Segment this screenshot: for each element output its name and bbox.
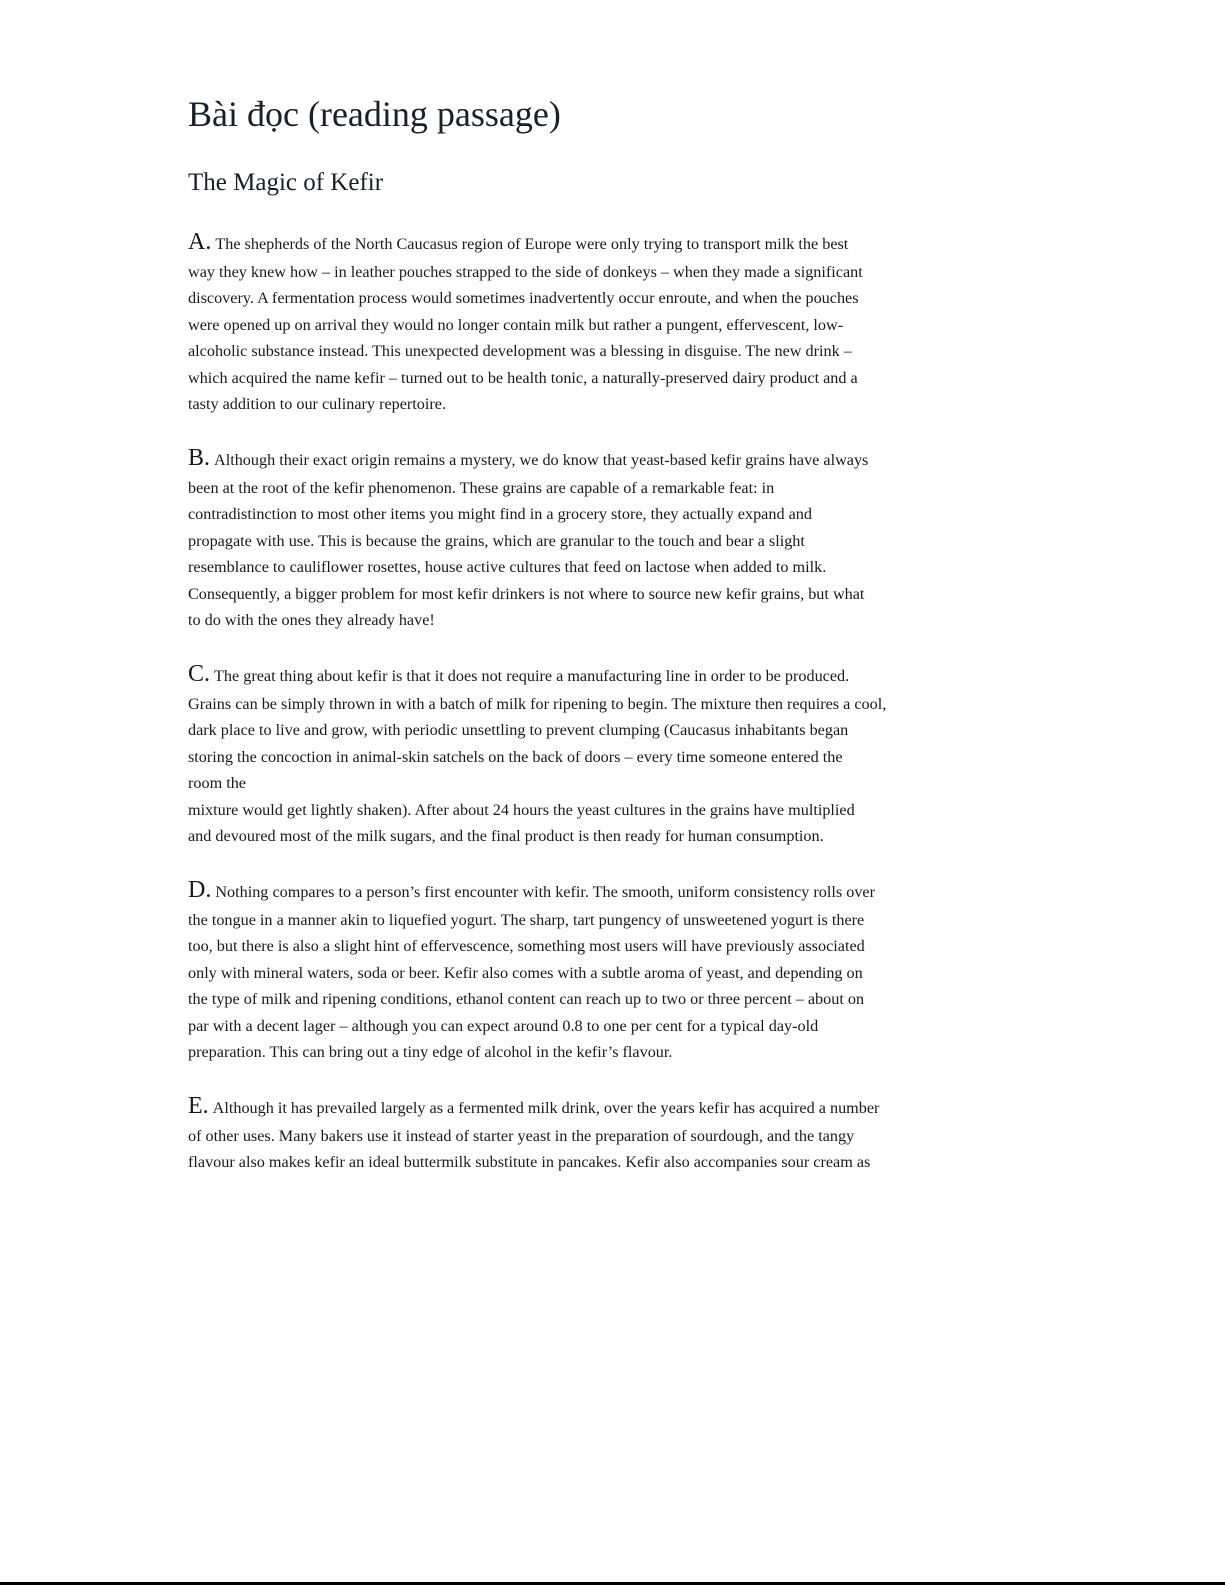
paragraph-line: Consequently, a bigger problem for most kefir drinkers is not where to source new kefir grains, but what [188, 584, 865, 603]
paragraph-line: storing the concoction in animal-skin satchels on the back of doors – every time someone entered the [188, 747, 843, 766]
paragraph-a [188, 230, 928, 417]
paragraph-line [188, 662, 928, 691]
paragraph-line: of other uses. Many bakers use it instead of starter yeast in the preparation of sourdough, and the tangy [188, 1127, 855, 1145]
paragraph-line: discovery. A fermentation process would sometimes inadvertently occur enroute, and when the pouches [188, 289, 859, 308]
paragraph-letter: B. [188, 445, 211, 471]
paragraph-line: to do with the ones they already have! [188, 610, 435, 629]
paragraph-line [188, 446, 928, 475]
paragraph-line: Grains can be simply thrown in with a batch of milk for ripening to begin. The mixture then requires a cool, [188, 695, 887, 713]
paragraph-line: tasty addition to our culinary repertoire. [188, 394, 447, 413]
paragraph-line: which acquired the name kefir – turned out to be health tonic, a naturally-preserved dairy product and a [188, 368, 858, 387]
paragraph-line [188, 230, 928, 259]
paragraph-c [188, 662, 928, 849]
paragraph-line: preparation. This can bring out a tiny edge of alcohol in the kefir’s flavour. [188, 1042, 673, 1061]
paragraph-line: mixture would get lightly shaken). After about 24 hours the yeast cultures in the grains have multiplied [188, 800, 855, 819]
paragraph-letter: D. [188, 877, 212, 903]
paragraph-line: the type of milk and ripening conditions, ethanol content can reach up to two or three percent – about on [188, 990, 865, 1009]
paragraph-line [188, 878, 928, 907]
paragraph-line: contradistinction to most other items you might find in a grocery store, they actually expand and [188, 505, 812, 524]
page-title: Bài đọc (reading passage) [188, 94, 561, 134]
paragraph-line: were opened up on arrival they would no longer contain milk but rather a pungent, effervescent, low- [188, 315, 844, 334]
paragraph-line: propagate with use. This is because the grains, which are granular to the touch and bear a slight [188, 531, 805, 550]
line-text: The great thing about kefir is that it does not require a manufacturing line in order to be produced. [214, 667, 850, 685]
paragraph-line: only with mineral waters, soda or beer. Kefir also comes with a subtle aroma of yeast, and depending on [188, 963, 863, 982]
line-text: Although their exact origin remains a mystery, we do know that yeast-based kefir grains have always [214, 451, 869, 469]
paragraph-line [188, 1094, 928, 1123]
paragraph-line: alcoholic substance instead. This unexpected development was a blessing in disguise. The new drink – [188, 342, 852, 361]
paragraph-d [188, 878, 928, 1065]
paragraph-line: been at the root of the kefir phenomenon. These grains are capable of a remarkable feat: in [188, 479, 775, 497]
paragraph-e [188, 1094, 928, 1176]
paragraph-letter: E. [188, 1093, 209, 1119]
paragraph-b [188, 446, 928, 633]
paragraph-letter: C. [188, 661, 211, 687]
paragraph-line: the tongue in a manner akin to liquefied yogurt. The sharp, tart pungency of unsweetened yogurt is there [188, 911, 865, 929]
paragraph-letter: A. [188, 229, 212, 255]
line-text: The shepherds of the North Caucasus region of Europe were only trying to transport milk the best [215, 235, 849, 253]
passage-title: The Magic of Kefir [188, 169, 384, 196]
paragraph-line: and devoured most of the milk sugars, and the final product is then ready for human consumption. [188, 826, 824, 845]
paragraph-line: resemblance to cauliflower rosettes, house active cultures that feed on lactose when added to milk. [188, 558, 827, 577]
line-text: Although it has prevailed largely as a fermented milk drink, over the years kefir has acquired a number [212, 1099, 880, 1117]
paragraph-line: way they knew how – in leather pouches strapped to the side of donkeys – when they made a significant [188, 263, 863, 281]
paragraph-line: par with a decent lager – although you can expect around 0.8 to one per cent for a typical day-old [188, 1016, 819, 1035]
paragraph-line: flavour also makes kefir an ideal buttermilk substitute in pancakes. Kefir also accompanies sour cream as [188, 1153, 871, 1172]
paragraph-line: too, but there is also a slight hint of effervescence, something most users will have previously associated [188, 937, 865, 956]
paragraph-line: dark place to live and grow, with periodic unsettling to prevent clumping (Caucasus inhabitants began [188, 721, 849, 740]
line-text: Nothing compares to a person’s first encounter with kefir. The smooth, uniform consistency rolls over [215, 883, 875, 901]
paragraph-line: room the [188, 774, 246, 793]
